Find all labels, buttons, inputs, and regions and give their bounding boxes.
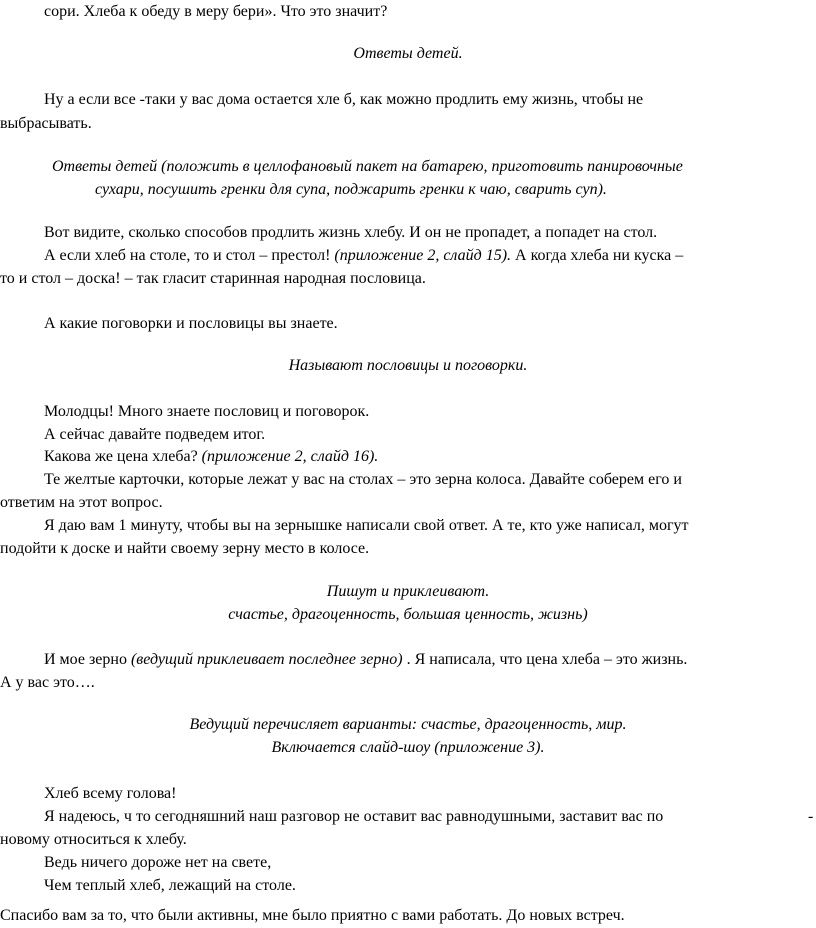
poem-line: Ведь ничего дороже нет на свете, <box>44 854 272 871</box>
paragraph-text: И мое зерно <box>44 651 127 668</box>
hyphen: - <box>808 808 814 825</box>
paragraph-line: выбрасывать. <box>0 115 92 132</box>
stage-direction: Ответы детей. <box>353 45 463 62</box>
paragraph-line: А сейчас давайте подведем итог. <box>44 426 266 443</box>
stage-direction: Пишут и приклеивают. <box>326 583 490 600</box>
paragraph-line: Я надеюсь, ч то сегодняшний наш разговор не оставит вас равнодушными, заставит вас по <box>44 808 664 825</box>
paragraph-line: подойти к доске и найти своему зерну место в колосе. <box>0 540 370 557</box>
paragraph-line <box>44 650 687 670</box>
stage-direction: Включается слайд-шоу (приложение 3). <box>271 739 545 756</box>
stage-direction: Ответы детей (положить в целлофановый пакет на батарею, приготовить панировочные <box>52 158 683 175</box>
paragraph-line: новому относиться к хлебу. <box>0 831 187 848</box>
paragraph-line: Хлеб всему голова! <box>44 785 177 802</box>
paragraph-line: Вот видите, сколько способов продлить жизнь хлебу. И он не пропадет, а попадет на стол. <box>44 224 658 241</box>
paragraph-line <box>44 447 378 467</box>
paragraph-line: Молодцы! Много знаете пословиц и поговорок. <box>44 403 370 420</box>
stage-direction: сухари, посушить гренки для супа, поджарить гренки к чаю, сварить суп). <box>95 181 607 198</box>
stage-direction: Называют пословицы и поговорки. <box>288 357 528 374</box>
paragraph-text: . Я написала, что цена хлеба – это жизнь. <box>406 651 688 668</box>
paragraph-text: А если хлеб на столе, то и стол – престол! <box>44 247 331 264</box>
paragraph-line: Те желтые карточки, которые лежат у вас на столах – это зерна колоса. Давайте соберем его и <box>44 471 682 488</box>
paragraph-line: Ну а если все -таки у вас дома остается хле б, как можно продлить ему жизнь, чтобы не <box>44 91 644 108</box>
poem-line: Чем теплый хлеб, лежащий на столе. <box>44 877 296 894</box>
paragraph-line: Я даю вам 1 минуту, чтобы вы на зернышке написали свой ответ. А те, кто уже написал, могут <box>44 517 689 534</box>
stage-direction: счастье, драгоценность, большая ценность, жизнь) <box>228 606 588 623</box>
stage-direction: Ведущий перечисляет варианты: счастье, драгоценность, мир. <box>189 716 627 733</box>
paragraph-line: А какие поговорки и пословицы вы знаете. <box>44 315 338 332</box>
paragraph-text: Какова же цена хлеба? <box>44 448 198 465</box>
paragraph-line: то и стол – доска! – так гласит старинная народная пословица. <box>0 270 426 287</box>
paragraph-line: А у вас это…. <box>0 674 95 691</box>
paragraph-text: А когда хлеба ни куска – <box>515 247 684 264</box>
paragraph-line <box>44 246 683 266</box>
paragraph-line: ответим на этот вопрос. <box>0 494 163 511</box>
paragraph-line: сори. Хлеба к обеду в меру бери». Что это значит? <box>44 3 388 20</box>
stage-direction-inline: (ведущий приклеивает последнее зерно) <box>130 651 403 668</box>
slide-reference: (приложение 2, слайд 16). <box>201 448 379 465</box>
closing-line: Спасибо вам за то, что были активны, мне было приятно с вами работать. До новых встреч. <box>0 907 625 924</box>
slide-reference: (приложение 2, слайд 15). <box>334 247 512 264</box>
